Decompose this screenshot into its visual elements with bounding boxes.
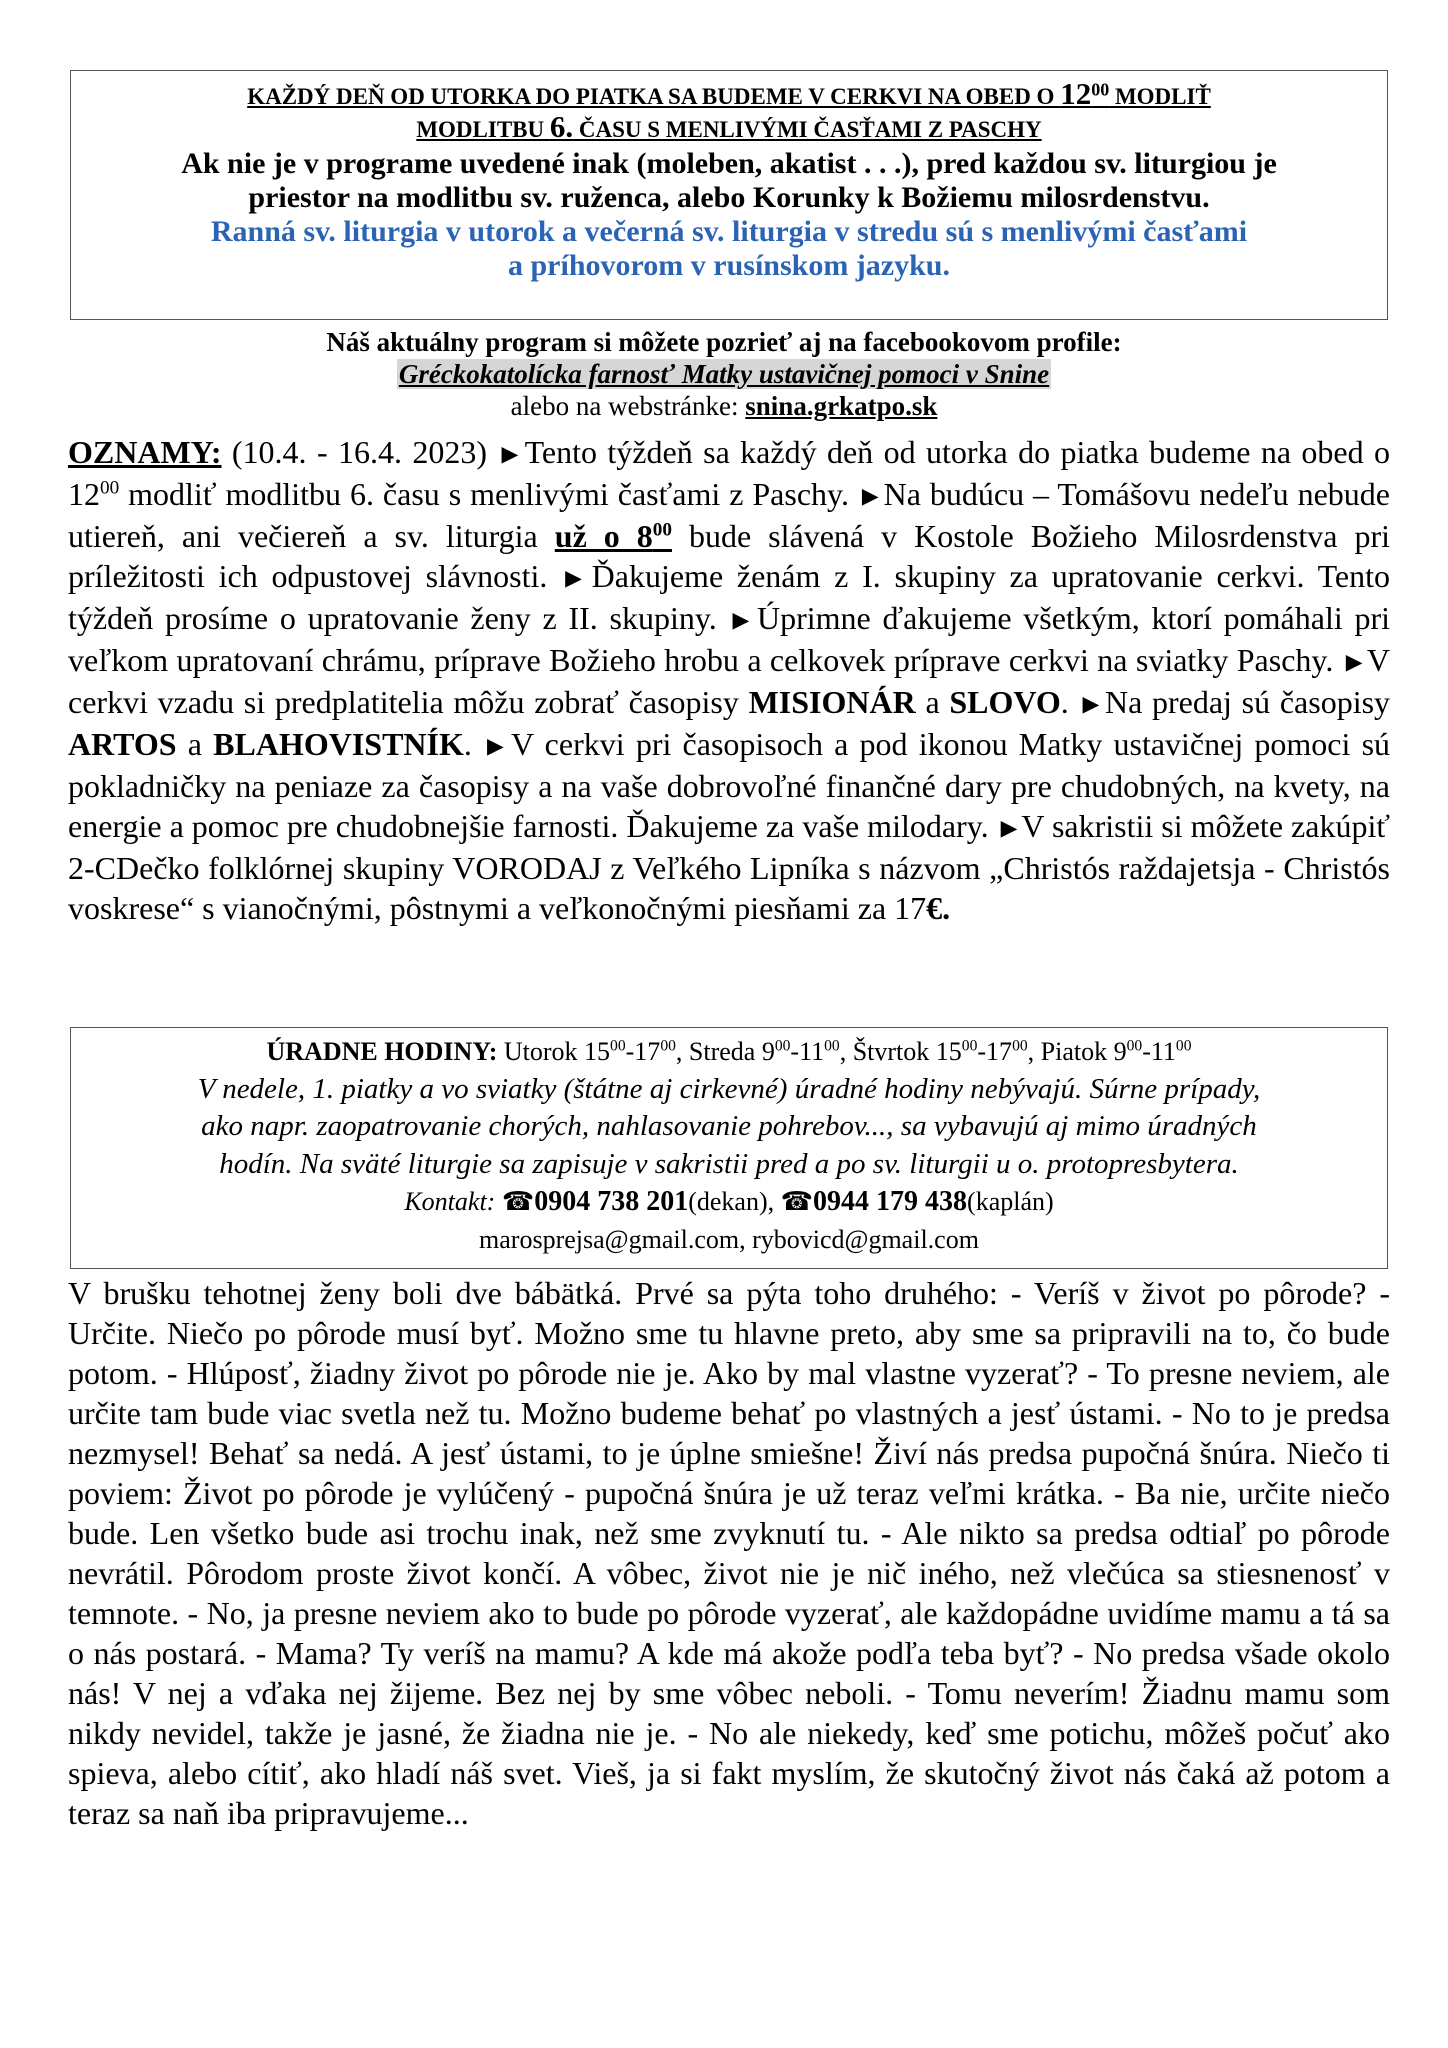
telephone-icon: ☎	[501, 1187, 535, 1216]
prayer-time-line-2: MODLITBU 6. ČASU S MENLIVÝMI ČASŤAMI Z PASCHY	[416, 109, 1042, 144]
facebook-intro: Náš aktuálny program si môžete pozrieť aj na facebookovom profile:	[326, 327, 1122, 357]
office-note-line-3: hodín. Na sväté liturgie sa zapisuje v sakristii pred a po sv. liturgii u o. protopresbytera.	[219, 1147, 1239, 1180]
liturgy-language-line-2: a príhovorom v rusínskom jazyku.	[507, 249, 950, 282]
office-note-line-2: ako napr. zaopatrovanie chorých, nahlasovanie pohrebov..., sa vybavujú aj mimo úradných	[201, 1110, 1257, 1142]
triangle-right-icon: ▶	[1082, 692, 1101, 716]
triangle-right-icon: ▶	[565, 566, 588, 590]
rosary-info-line-2: priestor na modlitbu sv. ruženca, alebo Korunky k Božiemu milosrdenstvu.	[248, 181, 1210, 214]
triangle-right-icon: ▶	[487, 734, 507, 758]
website-link[interactable]: snina.grkatpo.sk	[745, 391, 938, 421]
story-paragraph: V brušku tehotnej ženy boli dve bábätká. Prvé sa pýta toho druhého: - Veríš v život po pôrode? - Určite. Niečo po pôrode musí byť. Možno sme tu hlavne preto, aby sme sa pripravili na to, čo bude potom. - Hlúposť, žiadny život po pôrode nie je. Ako by mal vlastne vyzerať? - To presne neviem, ale určite tam bude viac svetla než tu. Možno budeme behať po vlastných a jesť ústami. - No to je predsa nezmysel! Behať sa nedá. A jesť ústami, to je úplne smiešne! Živí nás predsa pupočná šnúra. Niečo ti poviem: Život po pôrode je vylúčený - pupočná šnúra je už teraz veľmi krátka. - Ba nie, určite niečo bude. Len všetko bude asi trochu inak, než sme zvyknutí tu. - Ale nikto sa predsa odtiaľ po pôrode nevrátil. Pôrodom proste život končí. A vôbec, život nie je nič iného, než vlečúca sa stiesnenosť v temnote. - No, ja presne neviem ako to bude po pôrode vyzerať, ale každopádne uvidíme mamu a tá sa o nás postará. - Mama? Ty veríš na mamu? A kde má akože podľa teba byť? - No predsa všade okolo nás! V nej a vďaka nej žijeme. Bez nej by sme vôbec neboli. - Tomu neverím! Žiadnu mamu som nikdy nevidel, takže je jasné, že žiadna nie je. - No ale niekedy, keď sme potichu, môžeš počuť ako spieva, alebo cítiť, ako hladí náš svet. Vieš, ja si fakt myslím, že skutočný život nás čaká až potom a teraz sa naň iba pripravujeme...	[68, 1275, 1390, 1831]
office-note-line-1: V nedele, 1. piatky a vo sviatky (štátne aj cirkevné) úradné hodiny nebývajú. Súrne prípady,	[197, 1072, 1261, 1105]
prayer-time: 12	[1060, 76, 1092, 111]
announcements-heading: OZNAMY:	[68, 434, 222, 470]
facebook-profile-line	[0, 358, 1448, 390]
announcements-paragraph: OZNAMY: (10.4. - 16.4. 2023) ▶ Tento týždeň sa každý deň od utorka do piatka budeme na obed o $12^{00}$ modliť modlitbu 6. času s menlivými časťami z Paschy. ▶ Na budúcu – Tomášovu nedeľu nebude utiereň, ani večiereň a sv. liturgia už o $8^{00}$ bude slávená v Kostole Božieho Milosrdenstva pri príležitosti ich odpustovej slávnosti. ▶ Ďakujeme ženám z I. skupiny za upratovanie cerkvi. Tento týždeň prosíme o upratovanie ženy z II. skupiny. ▶ Úprimne ďakujeme všetkým, ktorí pomáhali pri veľkom upratovaní chrámu, príprave Božieho hrobu a celkovek príprave cerkvi na sviatky Paschy. ▶ V cerkvi vzadu si predplatitelia môžu zobrať časopisy MISIONÁR a SLOVO. ▶ Na predaj sú časopisy ARTOS a BLAHOVISTNÍK. ▶ V cerkvi pri časopisoch a pod ikonou Matky ustavičnej pomoci sú pokladničky na peniaze za časopisy a na vaše dobrovoľné finančné dary pre chudobných, na kvety, na energie a pomoc pre chudobnejšie farnosti. Ďakujeme za vaše milodary. ▶ V sakristii si môžete zakúpiť 2-CDečko folklórnej skupiny VORODAJ z Veľkého Lipníka s názvom „Christós raždajetsja - Christós voskrese“ s vianočnými, pôstnymi a veľkonočnými piesňami za 17€.	[68, 434, 1391, 926]
office-hours-heading: ÚRADNE HODINY:	[266, 1037, 498, 1066]
office-hours-box	[70, 1027, 1388, 1269]
date-range: (10.4. - 16.4. 2023)	[221, 434, 498, 470]
telephone-icon: ☎	[780, 1187, 814, 1216]
triangle-right-icon: ▶	[732, 608, 753, 632]
website-line: alebo na webstránke: snina.grkatpo.sk	[510, 391, 938, 421]
contact-line: Kontakt: ☎0904 738 201(dekan), ☎0944 179 438(kaplán)	[404, 1186, 1054, 1217]
triangle-right-icon: ▶	[1000, 816, 1018, 840]
email-line[interactable]: marosprejsa@gmail.com, rybovicd@gmail.com	[479, 1224, 979, 1254]
office-hours-line: ÚRADNE HODINY: Utorok $15^{00}-17^{00}$, Streda $9^{00}-11^{00}$, Štvrtok $15^{00}-17^{00}$, Piatok $9^{00}-11^{00}$	[266, 1037, 1192, 1066]
prayer-info-box	[70, 70, 1388, 320]
liturgy-language-line-1: Ranná sv. liturgia v utorok a večerná sv. liturgia v stredu sú s menlivými časťami	[210, 215, 1248, 248]
phone-kaplan[interactable]: 0944 179 438	[813, 1186, 968, 1217]
facebook-profile-link[interactable]: Gréckokatolícka farnosť Matky ustavičnej pomoci v Snine	[398, 359, 1050, 389]
rosary-info-line-1: Ak nie je v programe uvedené inak (moleben, akatist . . .), pred každou sv. liturgiou je	[181, 147, 1277, 180]
triangle-right-icon: ▶	[861, 484, 880, 508]
phone-dekan[interactable]: 0904 738 201	[534, 1186, 689, 1217]
liturgy-time: už o $8^{00}$	[554, 518, 672, 554]
triangle-right-icon: ▶	[1345, 650, 1363, 674]
triangle-right-icon: ▶	[501, 442, 521, 466]
prayer-time-line-1: KAŽDÝ DEŇ OD UTORKA DO PIATKA SA BUDEME V CERKVI NA OBED O $12^{00}$ MODLIŤ	[247, 76, 1211, 111]
